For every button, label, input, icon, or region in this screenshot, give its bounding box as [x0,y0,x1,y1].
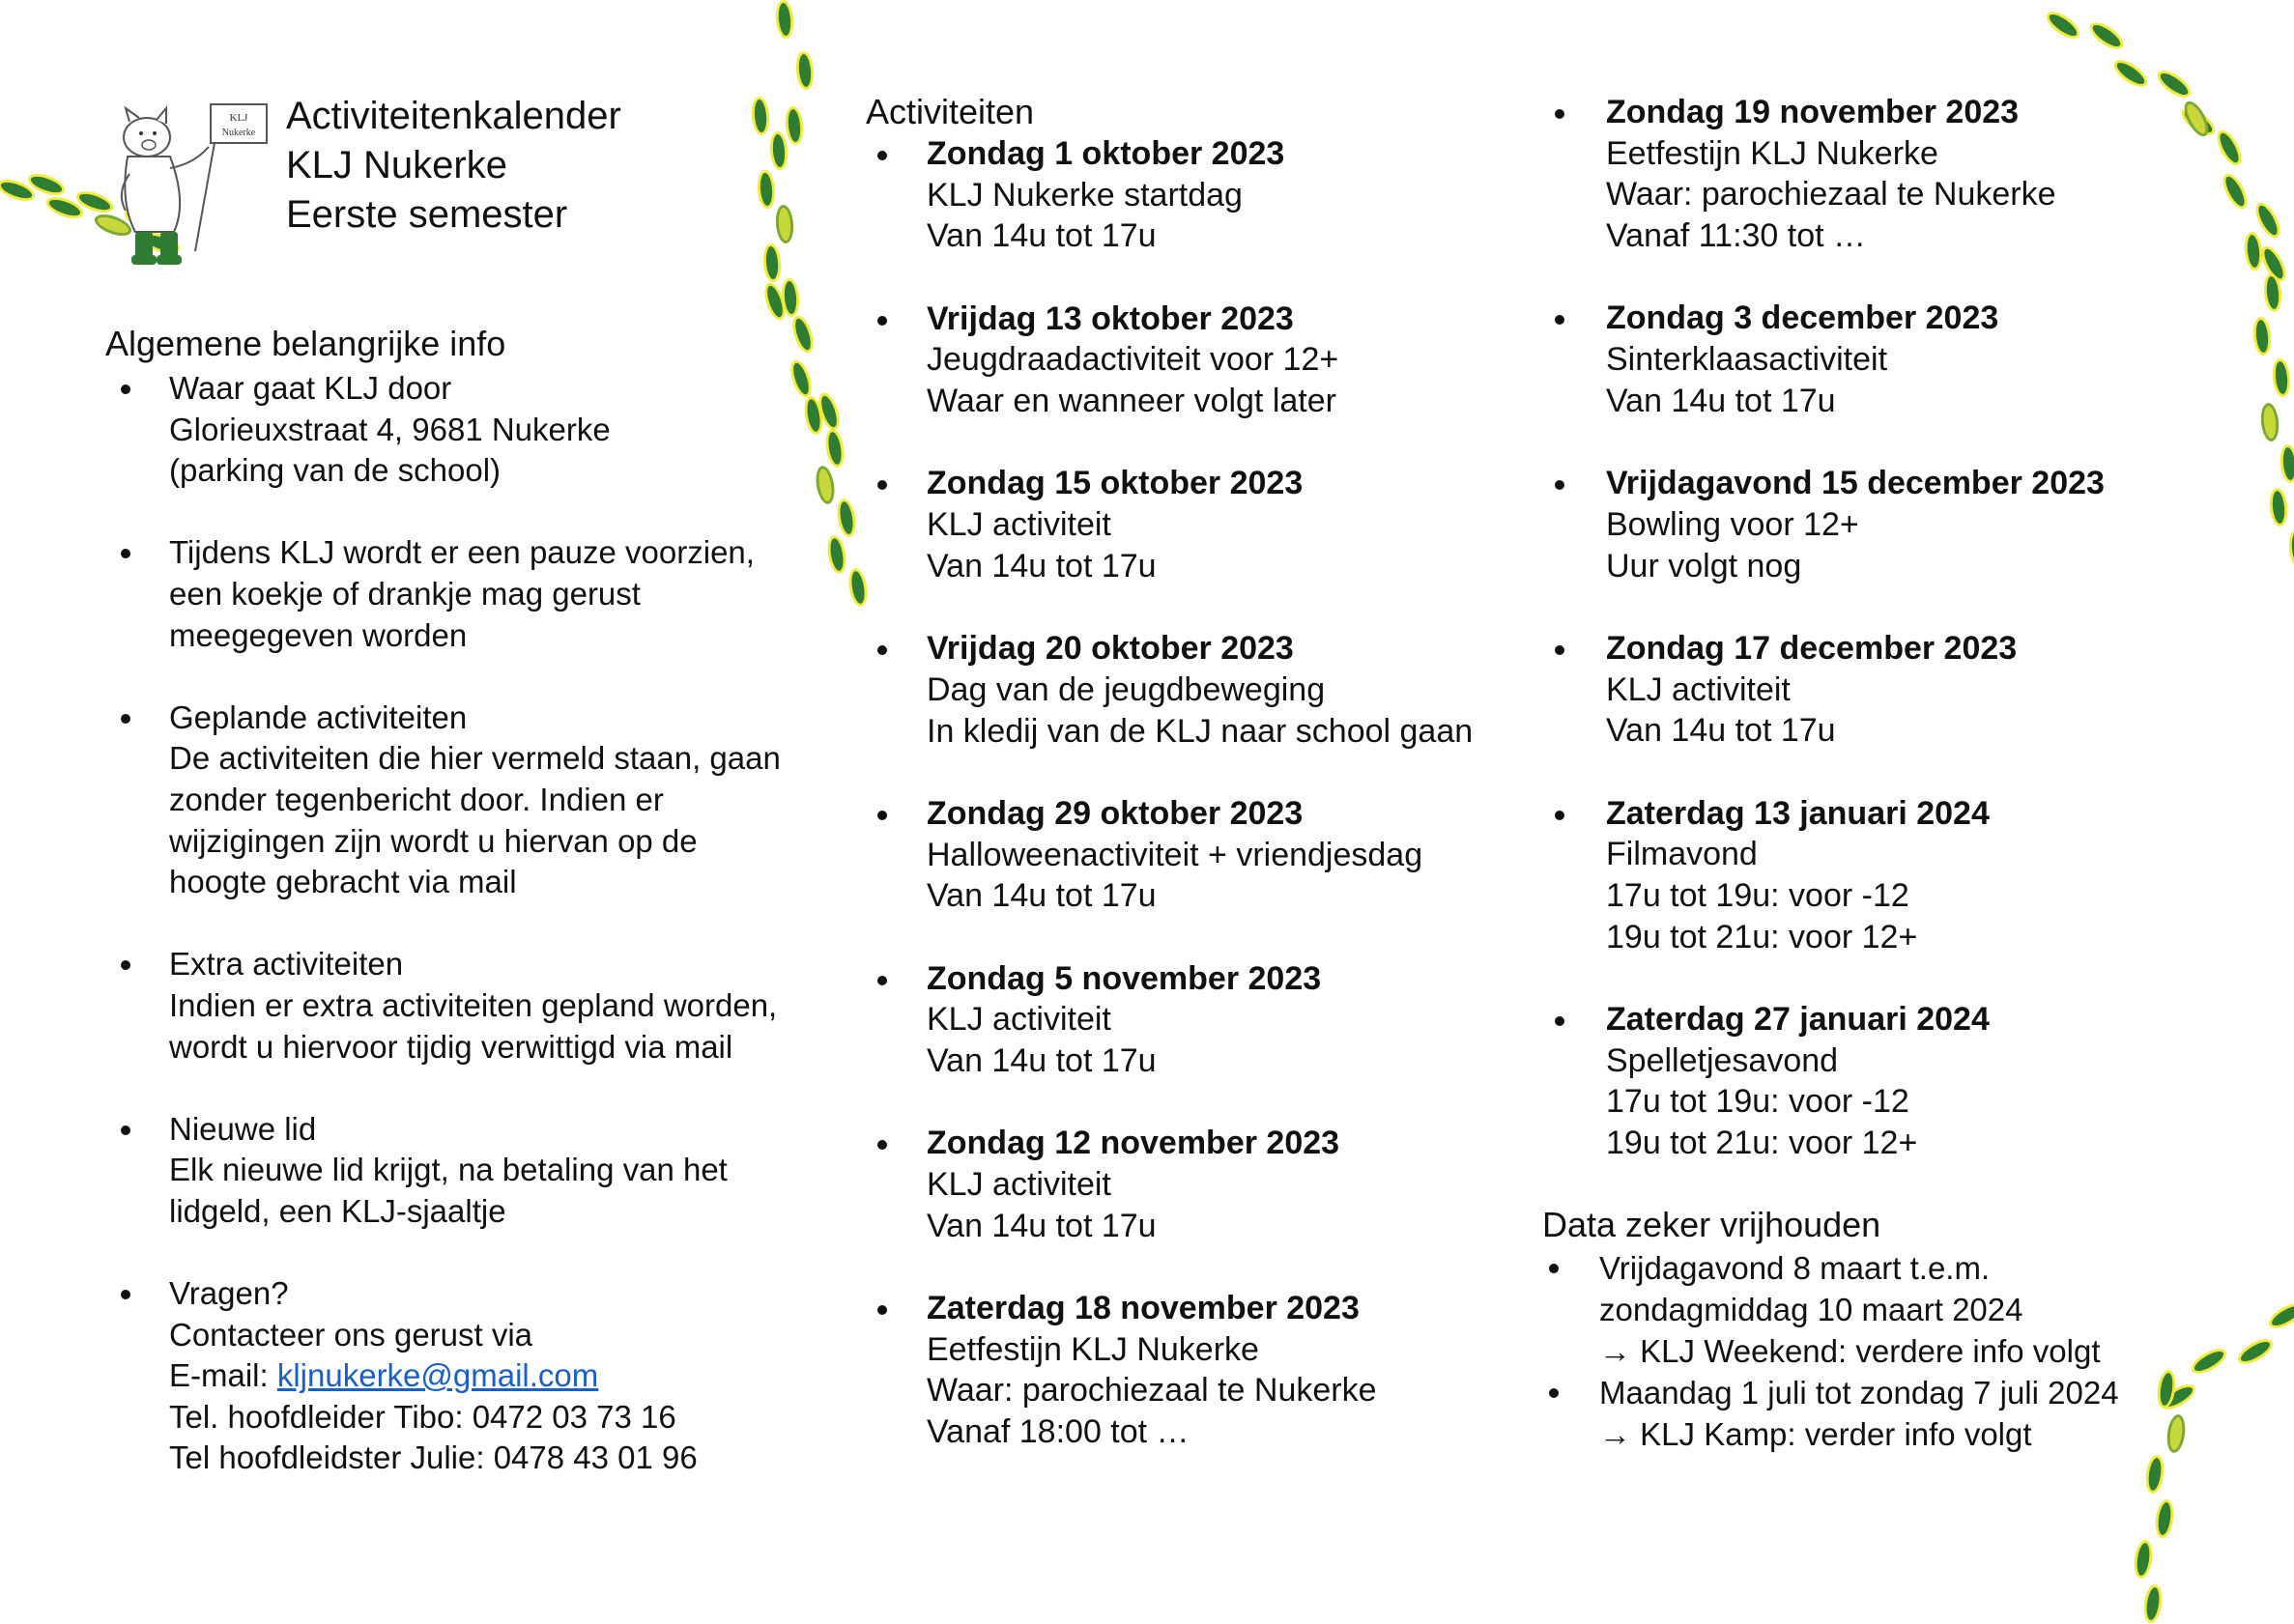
info-item-line: hoogte gebracht via mail [169,864,517,900]
footprint-icon [2141,1583,2164,1624]
save-date-item [1547,1247,2223,1372]
info-item-line: Elk nieuwe lid krijgt, na betaling van het [169,1152,728,1188]
footprint-icon [2243,231,2264,271]
bullet-icon [1555,480,1564,490]
title-line-3: Eerste semester [286,193,568,236]
bullet-icon [121,549,130,558]
footprint-icon [2153,1498,2175,1539]
footprint-icon [761,242,782,282]
activity-detail: Van 14u tot 17u [1606,382,1836,419]
footprint-icon [2110,55,2152,92]
activity-item [1553,463,2229,586]
activity-item [1553,92,2229,257]
info-item-title: Nieuwe lid [169,1110,317,1147]
activity-detail: Bowling voor 12+ [1606,505,1859,543]
footprint-icon [2259,402,2280,442]
footprint-icon [2287,528,2294,569]
activity-date: Zaterdag 13 januari 2024 [1606,794,1990,832]
email-link[interactable]: kljnukerke@gmail.com [276,1357,599,1394]
activity-detail: Waar: parochiezaal te Nukerke [927,1372,1377,1410]
save-date-line: Vrijdagavond 8 maart t.e.m. [1599,1250,1991,1286]
activity-detail: Halloweenactiviteit + vriendjesdag [927,836,1423,873]
contact-item [118,1273,833,1479]
activity-detail: KLJ activiteit [1606,670,1791,708]
footprint-icon [750,96,770,135]
footprint-icon [2043,7,2084,43]
activity-detail: Spelletjesavond [1606,1041,1839,1079]
activities-heading: Activiteiten [866,92,1035,131]
bullet-icon [1555,1016,1564,1026]
bullet-icon [877,316,887,326]
contact-intro: Contacteer ons gerust via [169,1316,533,1353]
activity-detail: 17u tot 19u: voor -12 [1606,1083,1909,1121]
activity-detail: Dag van de jeugdbeweging [927,670,1326,708]
bullet-icon [121,1125,130,1135]
activity-detail: Van 14u tot 17u [927,1041,1157,1079]
activity-item [875,463,1504,586]
save-date-line: zondagmiddag 10 maart 2024 [1599,1292,2023,1327]
activity-detail: KLJ activiteit [927,1165,1111,1203]
activity-detail: Van 14u tot 17u [927,217,1157,255]
activity-date: Zondag 17 december 2023 [1606,629,2018,667]
info-item-title: Extra activiteiten [169,946,404,983]
info-item-line: (parking van de school) [169,452,502,489]
activity-date: Vrijdag 13 oktober 2023 [927,299,1294,337]
save-date-line: → KLJ Weekend: verdere info volgt [1599,1333,2101,1369]
activity-item [875,793,1504,917]
activity-detail: 19u tot 21u: voor 12+ [1606,918,1918,955]
save-date-item [1547,1372,2223,1455]
info-item-line: Indien er extra activiteiten gepland worden, [169,986,778,1023]
activity-detail: Van 14u tot 17u [927,547,1157,584]
footprint-icon [835,497,858,537]
contact-phone-leader: Tel. hoofdleider Tibo: 0472 03 73 16 [169,1398,676,1435]
email-label: E-mail: [169,1357,277,1394]
activity-date: Vrijdag 20 oktober 2023 [927,630,1294,668]
footprint-icon [2085,18,2127,55]
activity-detail: Eetfestijn KLJ Nukerke [1606,134,1938,172]
activity-detail: Van 14u tot 17u [1606,712,1836,750]
info-item [118,944,833,1068]
activity-detail: 17u tot 19u: voor -12 [1606,876,1909,914]
activity-detail: 19u tot 21u: voor 12+ [1606,1125,1918,1162]
save-dates-heading: Data zeker vrijhouden [1542,1205,1881,1244]
info-item-line: meegegeven worden [169,616,468,653]
info-item-line: De activiteiten die hier vermeld staan, gaan [169,740,781,777]
save-date-line: → KLJ Kamp: verder info volgt [1599,1416,2032,1452]
footprint-icon [794,51,816,91]
contact-title: Vragen? [169,1275,289,1312]
footprint-icon [774,0,795,39]
info-item-line: lidgeld, een KLJ-sjaaltje [169,1192,506,1229]
bullet-icon [1549,1264,1559,1273]
footprint-icon [2280,443,2294,484]
title-line-2: KLJ Nukerke [286,144,507,186]
activity-detail: Filmavond [1606,836,1758,873]
activity-date: Zaterdag 27 januari 2024 [1606,1000,1990,1038]
info-item [118,1109,833,1233]
footprint-icon [846,566,870,607]
activity-item [1553,628,2229,752]
activity-detail: KLJ activiteit [927,506,1111,544]
activity-detail: Van 14u tot 17u [927,877,1157,915]
activity-date: Zaterdag 18 november 2023 [927,1289,1360,1326]
info-item-line: Glorieuxstraat 4, 9681 Nukerke [169,411,611,447]
activities-list-1 [875,133,1504,1494]
activity-date: Zondag 15 oktober 2023 [927,465,1304,502]
activity-detail: KLJ Nukerke startdag [927,176,1243,214]
info-item-line: een koekje of drankje mag gerust [169,575,641,612]
info-list [118,368,833,1521]
footprint-icon [2234,1334,2277,1369]
activity-item [875,133,1504,257]
footprint-icon [789,314,817,356]
bullet-icon [1555,109,1564,119]
activity-date: Zondag 5 november 2023 [927,959,1322,997]
bullet-icon [877,480,887,490]
activity-item [875,1123,1504,1246]
bullet-icon [877,151,887,160]
page-title [286,92,621,240]
activity-date: Zondag 3 december 2023 [1606,299,1999,337]
info-heading: Algemene belangrijke info [105,324,506,363]
logo-sign-line1: KLJ [229,112,248,124]
info-item-title: Geplande activiteiten [169,698,468,735]
activity-detail: In kledij van de KLJ naar school gaan [927,712,1474,750]
bullet-icon [1555,811,1564,820]
footprint-icon [774,205,794,244]
bullet-icon [877,1140,887,1150]
footprint-icon [2143,1454,2165,1495]
info-item-title: Tijdens KLJ wordt er een pauze voorzien, [169,534,755,571]
contact-email-line [169,1355,833,1397]
activity-detail: KLJ activiteit [927,1001,1111,1039]
footprint-icon [2251,317,2273,357]
info-item-line: wijzigingen zijn wordt u hiervan op de [169,822,698,859]
footprint-icon [784,105,805,145]
footprint-icon [756,169,776,209]
contact-phone-leader-female: Tel hoofdleidster Julie: 0478 43 01 96 [169,1439,698,1476]
title-line-1: Activiteitenkalender [286,95,621,137]
bullet-icon [1555,645,1564,655]
activity-date: Zondag 29 oktober 2023 [927,794,1304,832]
activity-item [875,299,1504,422]
activity-item [1553,298,2229,421]
logo-sign-line2: Nukerke [221,128,256,138]
bullet-icon [877,645,887,655]
info-item-line: wordt u hiervoor tijdig verwittigd via mail [169,1028,733,1065]
footprint-icon [2132,1539,2154,1580]
activity-detail: Sinterklaasactiviteit [1606,341,1888,379]
activities-list-2 [1553,92,2229,1205]
info-item [118,368,833,492]
bullet-icon [877,976,887,985]
footprint-icon [2265,1298,2294,1333]
activity-item [875,1288,1504,1453]
activity-date: Zondag 1 oktober 2023 [927,135,1285,172]
footprint-icon [2271,357,2292,398]
save-dates-list [1547,1247,2223,1455]
bullet-icon [121,960,130,970]
activity-detail: Waar: parochiezaal te Nukerke [1606,176,2056,214]
info-item [118,532,833,656]
bullet-icon [877,811,887,820]
info-item-line: zonder tegenbericht door. Indien er [169,781,664,817]
bullet-icon [1549,1388,1559,1398]
activity-item [875,628,1504,752]
activity-item [875,958,1504,1082]
footprint-icon [768,131,789,171]
footprint-icon [2268,488,2289,528]
activity-detail: Uur volgt nog [1606,547,1802,584]
activity-date: Zondag 19 november 2023 [1606,94,2020,130]
bullet-icon [121,385,130,394]
activity-date: Zondag 12 november 2023 [927,1125,1340,1162]
info-item-title: Waar gaat KLJ door [169,370,452,406]
klj-pig-mascot-icon [106,97,275,271]
bullet-icon [877,1305,887,1315]
activity-detail: Eetfestijn KLJ Nukerke [927,1330,1259,1368]
activity-detail: Vanaf 11:30 tot … [1606,217,1867,255]
activity-detail: Waar en wanneer volgt later [927,383,1336,420]
bullet-icon [1555,315,1564,325]
info-item [118,698,833,903]
activity-detail: Jeugdraadactiviteit voor 12+ [927,341,1339,379]
activity-detail: Vanaf 18:00 tot … [927,1413,1190,1451]
save-date-line: Maandag 1 juli tot zondag 7 juli 2024 [1599,1375,2119,1410]
bullet-icon [121,714,130,724]
activity-item [1553,999,2229,1164]
activity-date: Vrijdagavond 15 december 2023 [1606,465,2105,502]
activity-detail: Van 14u tot 17u [927,1207,1157,1244]
activity-item [1553,793,2229,958]
bullet-icon [121,1290,130,1299]
